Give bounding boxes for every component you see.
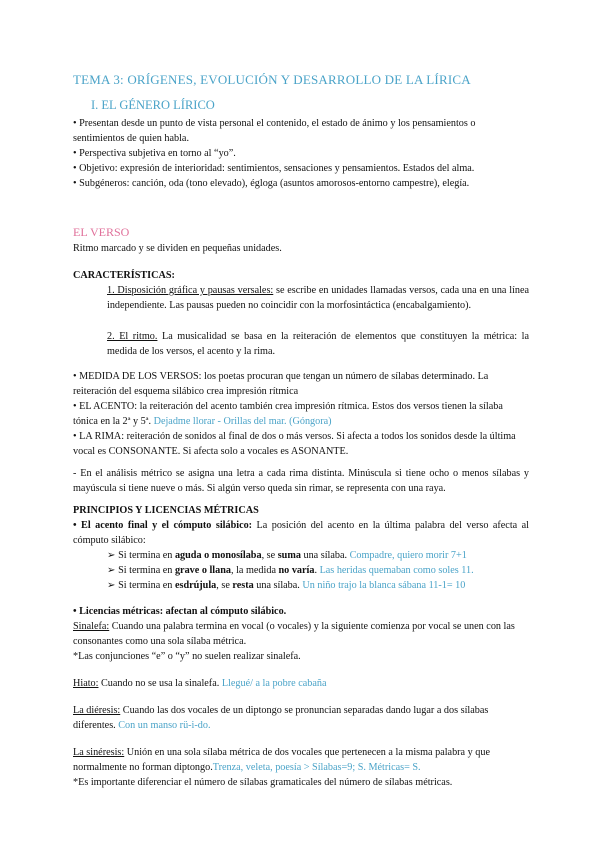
regla-esdrujula-op: resta [232, 580, 254, 591]
regla-esdrujula-mid: , se [216, 580, 233, 591]
caracteristica-2-text: La musicalidad se basa en la reiteración de elementos que constituyen la métrica: la medida de los versos, el acento y la rima. [107, 331, 530, 357]
sineresis-example: Trenza, veleta, poesía > Sílabas=9; S. Métricas= S. [212, 762, 421, 773]
dieresis-example: Con un manso rü-i-do. [118, 720, 211, 731]
regla-esdrujula [107, 578, 529, 593]
sinalefa-text: Cuando una palabra termina en vocal (o vocales) y la siguiente comienza por vocal se unen con las consonantes como una sola sílaba métrica. [73, 621, 515, 647]
regla-grave [107, 563, 529, 578]
regla-aguda-op: suma [277, 550, 301, 561]
acento-paragraph [73, 399, 529, 429]
sinalefa-label: Sinalefa: [73, 621, 110, 632]
regla-grave-example: Las heridas quemaban como soles 11. [319, 565, 474, 576]
sinalefa-note: *Las conjunciones “e” o “y” no suelen realizar sinalefa. [73, 651, 301, 662]
regla-aguda [107, 548, 529, 563]
regla-grave-op: no varía [278, 565, 315, 576]
medida-paragraph: • MEDIDA DE LOS VERSOS: los poetas procuran que tengan un número de sílabas determinado. La reiteración del esquema silábico crea impresión rítmica [73, 371, 489, 397]
caracteristica-2-label: 2. El ritmo. [107, 331, 158, 342]
dieresis-label: La diéresis: [73, 705, 121, 716]
section-heading-verso: EL VERSO [73, 225, 130, 239]
bullet-objetivo: • Objetivo: expresión de interioridad: sentimientos, sensaciones y pensamientos. Estados del alma. [73, 163, 475, 174]
page-title: TEMA 3: ORÍGENES, EVOLUCIÓN Y DESARROLLO DE LA LÍRICA [73, 72, 471, 87]
acento-final-paragraph [73, 518, 529, 548]
regla-grave-suffix: . [314, 565, 320, 576]
sinalefa-paragraph [73, 619, 529, 649]
regla-grave-prefix: ➢ Si termina en [107, 565, 175, 576]
hiato-text: Cuando no se usa la sinalefa. [98, 678, 222, 689]
regla-esdrujula-example: Un niño trajo la blanca sábana 11-1= 10 [302, 580, 466, 591]
acento-final-label: • El acento final y el cómputo silábico: [73, 520, 253, 531]
caracteristica-2 [107, 329, 529, 359]
sineresis-label: La sinéresis: [73, 747, 125, 758]
regla-aguda-example: Compadre, quiero morir 7+1 [349, 550, 467, 561]
regla-aguda-term: aguda o monosílaba [174, 550, 262, 561]
regla-aguda-suffix: una sílaba. [300, 550, 350, 561]
hiato-paragraph [73, 676, 529, 691]
analisis-paragraph: - En el análisis métrico se asigna una letra a cada rima distinta. Minúscula si tiene ocho o menos sílabas y mayúscula si tiene nueve o más. Si algún verso queda sin rimar, se representa con una raya. [73, 468, 529, 494]
regla-esdrujula-term: esdrújula [174, 580, 217, 591]
caracteristicas-heading: CARACTERÍSTICAS: [73, 270, 175, 281]
bullet-subgeneros: • Subgéneros: canción, oda (tono elevado), égloga (asuntos amorosos-entorno campestre), elegía. [73, 178, 470, 189]
licencias-heading: • Licencias métricas: afectan al cómputo silábico. [73, 606, 287, 617]
hiato-example: Llegué/ a la pobre cabaña [221, 678, 327, 689]
hiato-label: Hiato: [73, 678, 99, 689]
regla-grave-mid: , la medida [230, 565, 279, 576]
regla-grave-term: grave o llana [174, 565, 231, 576]
acento-example: Dejadme llorar - Orillas del mar. (Góngora) [153, 416, 332, 427]
regla-aguda-mid: , se [261, 550, 278, 561]
regla-esdrujula-suffix: una sílaba. [253, 580, 303, 591]
acento-final-text: La posición del acento en la última palabra del verso afecta al cómputo silábico: [73, 520, 529, 546]
caracteristica-1-text: se escribe en unidades llamadas versos, cada una en una línea independiente. Las pausas pueden no coincidir con la morfosintáctica (encabalgamiento). [107, 285, 529, 311]
section-heading-genero-lirico: I. EL GÉNERO LÍRICO [91, 98, 215, 112]
regla-esdrujula-prefix: ➢ Si termina en [107, 580, 175, 591]
sineresis-text: Unión en una sola sílaba métrica de dos vocales que pertenecen a la misma palabra y que normalmente no forman diptongo. [73, 747, 490, 773]
principios-heading: PRINCIPIOS Y LICENCIAS MÉTRICAS [73, 505, 259, 516]
verso-intro: Ritmo marcado y se dividen en pequeñas unidades. [73, 243, 282, 254]
dieresis-text: Cuando las dos vocales de un diptongo se pronuncian separadas dando lugar a dos sílabas diferentes. [73, 705, 489, 731]
regla-aguda-prefix: ➢ Si termina en [107, 550, 175, 561]
final-note: *Es importante diferenciar el número de sílabas gramaticales del número de sílabas métricas. [73, 777, 453, 788]
caracteristica-1-label: 1. Disposición gráfica y pausas versales: [107, 285, 274, 296]
acento-text: • EL ACENTO: la reiteración del acento también crea impresión rítmica. Estos dos versos tienen la sílaba tónica en la 2ª y 5ª. [73, 401, 503, 427]
bullet-perspectiva: • Perspectiva subjetiva en torno al “yo”. [73, 148, 236, 159]
dieresis-paragraph [73, 703, 529, 733]
sineresis-paragraph [73, 745, 529, 775]
rima-paragraph: • LA RIMA: reiteración de sonidos al final de dos o más versos. Si afecta a todos los sonidos desde la última vocal es CONSONANTE. Si afecta solo a vocales es ASONANTE. [73, 431, 516, 457]
caracteristica-1 [107, 283, 529, 313]
bullet-presentan: • Presentan desde un punto de vista personal el contenido, el estado de ánimo y los pensamientos o sentimientos de quien habla. [73, 118, 476, 144]
